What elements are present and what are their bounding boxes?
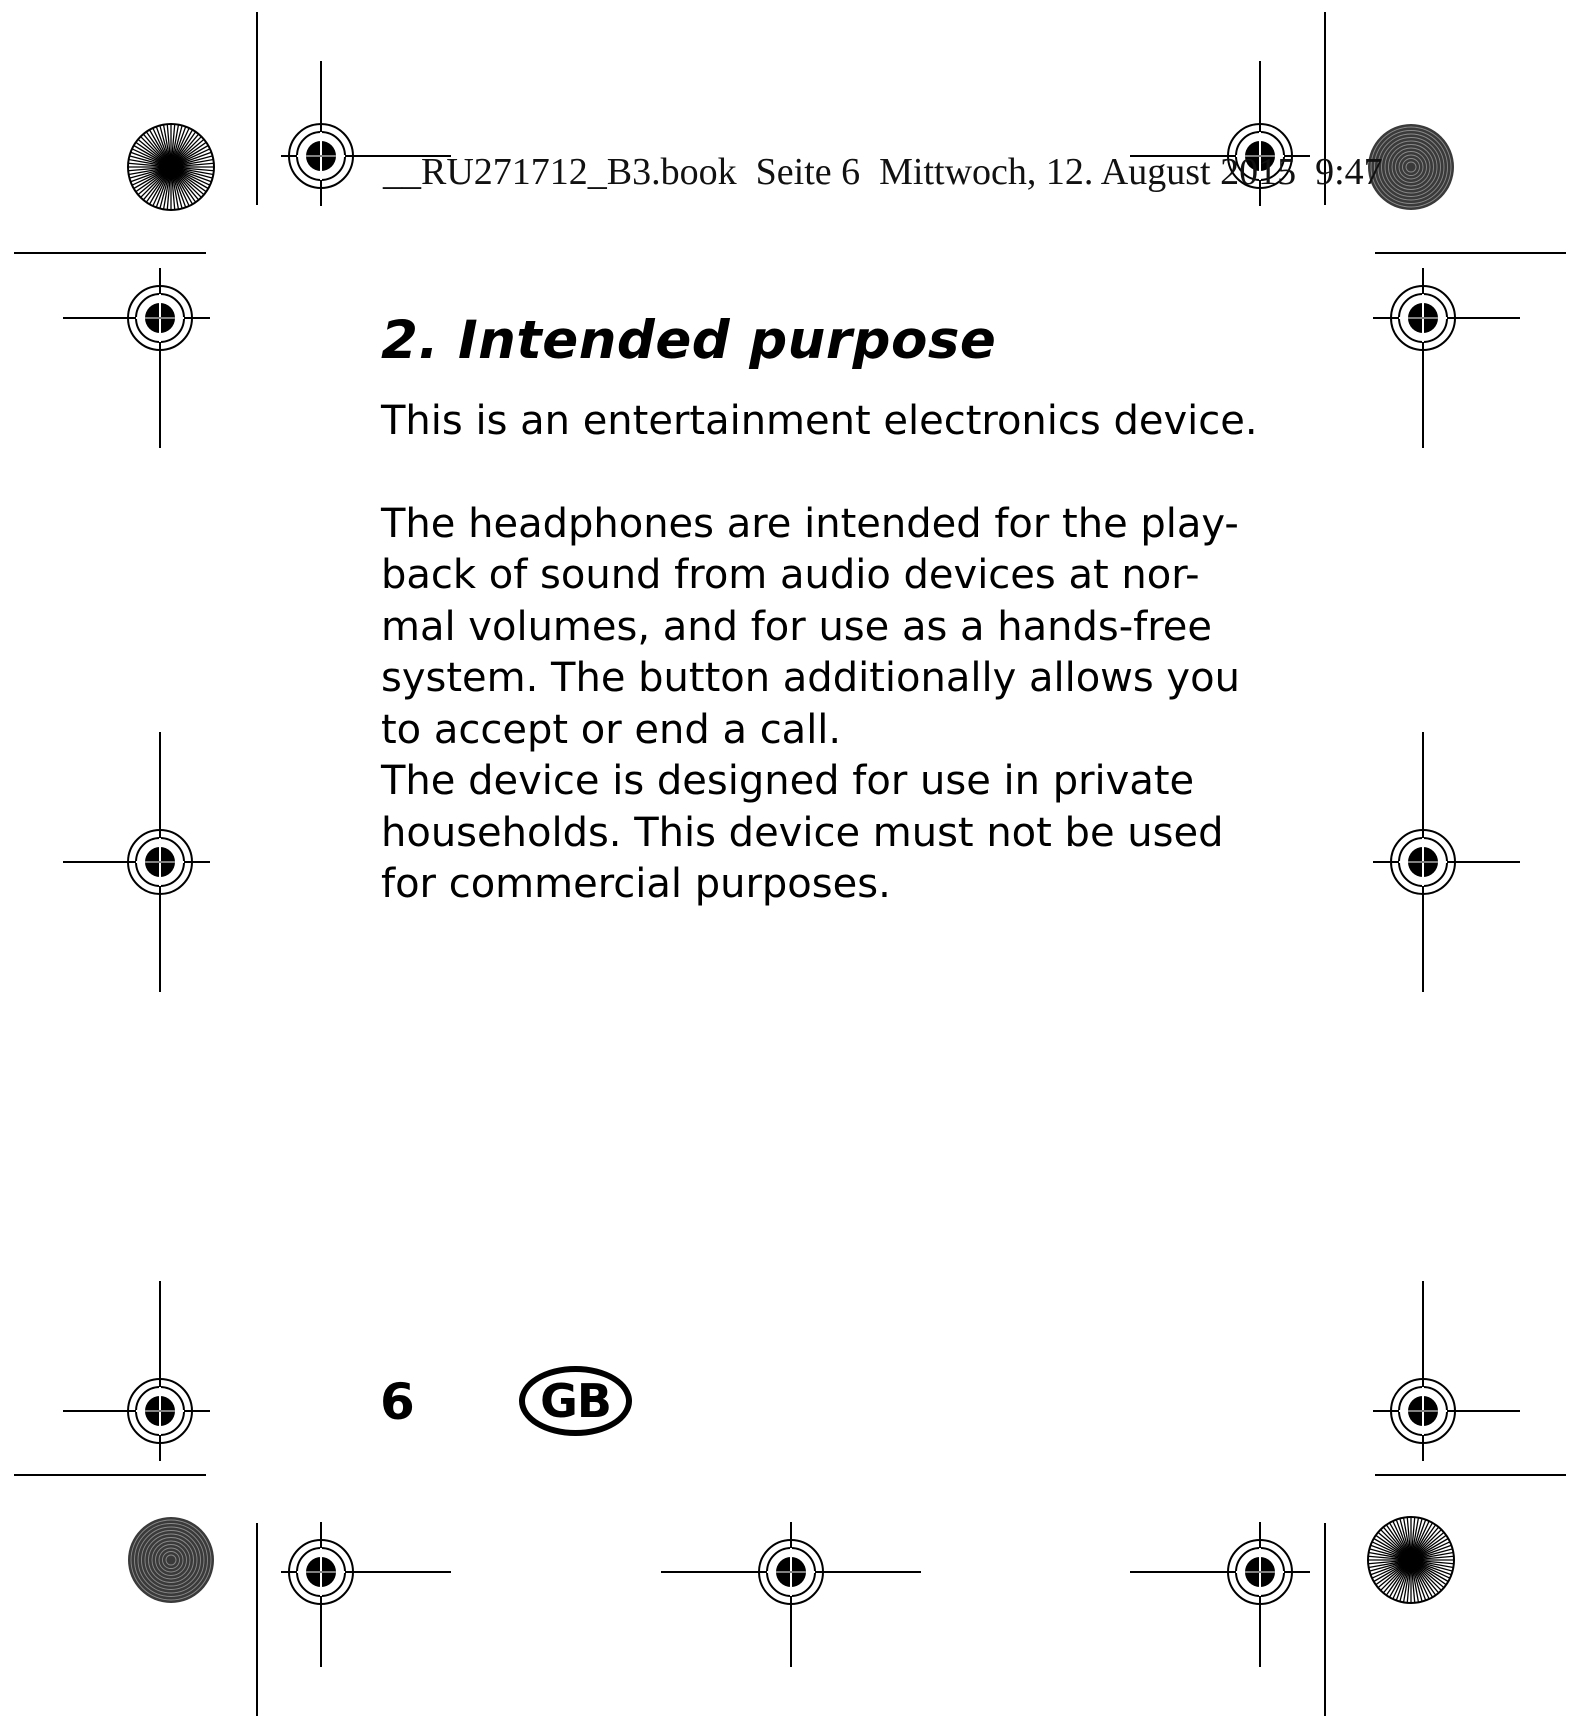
intro-paragraph: This is an entertainment electronics device.: [381, 398, 1258, 444]
registration-mark-icon: [63, 1281, 210, 1461]
registration-mark-icon: [1373, 1281, 1520, 1461]
registration-mark-icon: [661, 1522, 921, 1667]
registration-mark-icon: [1373, 732, 1520, 992]
section-heading: 2. Intended purpose: [381, 310, 997, 371]
body-line: for commercial purposes.: [381, 861, 891, 907]
registration-mark-icon: [63, 732, 210, 992]
starburst-icon: [1368, 1517, 1454, 1603]
body-line: The headphones are intended for the play-: [381, 500, 1239, 547]
body-line: households. This device must not be used: [381, 809, 1224, 856]
starburst-icon: [128, 124, 214, 210]
registration-mark-icon: [1130, 1522, 1310, 1667]
language-badge: GB: [519, 1366, 632, 1436]
body-line: The device is designed for use in private: [381, 758, 1195, 804]
section-body: [381, 396, 1258, 911]
print-slug: __RU271712_B3.book Seite 6 Mittwoch, 12. August 2015 9:47: [383, 151, 1383, 193]
page-number: 6: [380, 1373, 415, 1431]
body-line: to accept or end a call.: [381, 706, 842, 753]
body-line: system. The button additionally allows you: [381, 655, 1240, 701]
concentric-target-icon: [128, 1517, 214, 1603]
registration-mark-icon: [1373, 268, 1520, 448]
registration-mark-icon: [63, 268, 210, 448]
registration-mark-icon: [281, 1522, 451, 1667]
body-line: mal volumes, and for use as a hands-free: [381, 603, 1212, 650]
body-line: back of sound from audio devices at nor-: [381, 552, 1200, 598]
